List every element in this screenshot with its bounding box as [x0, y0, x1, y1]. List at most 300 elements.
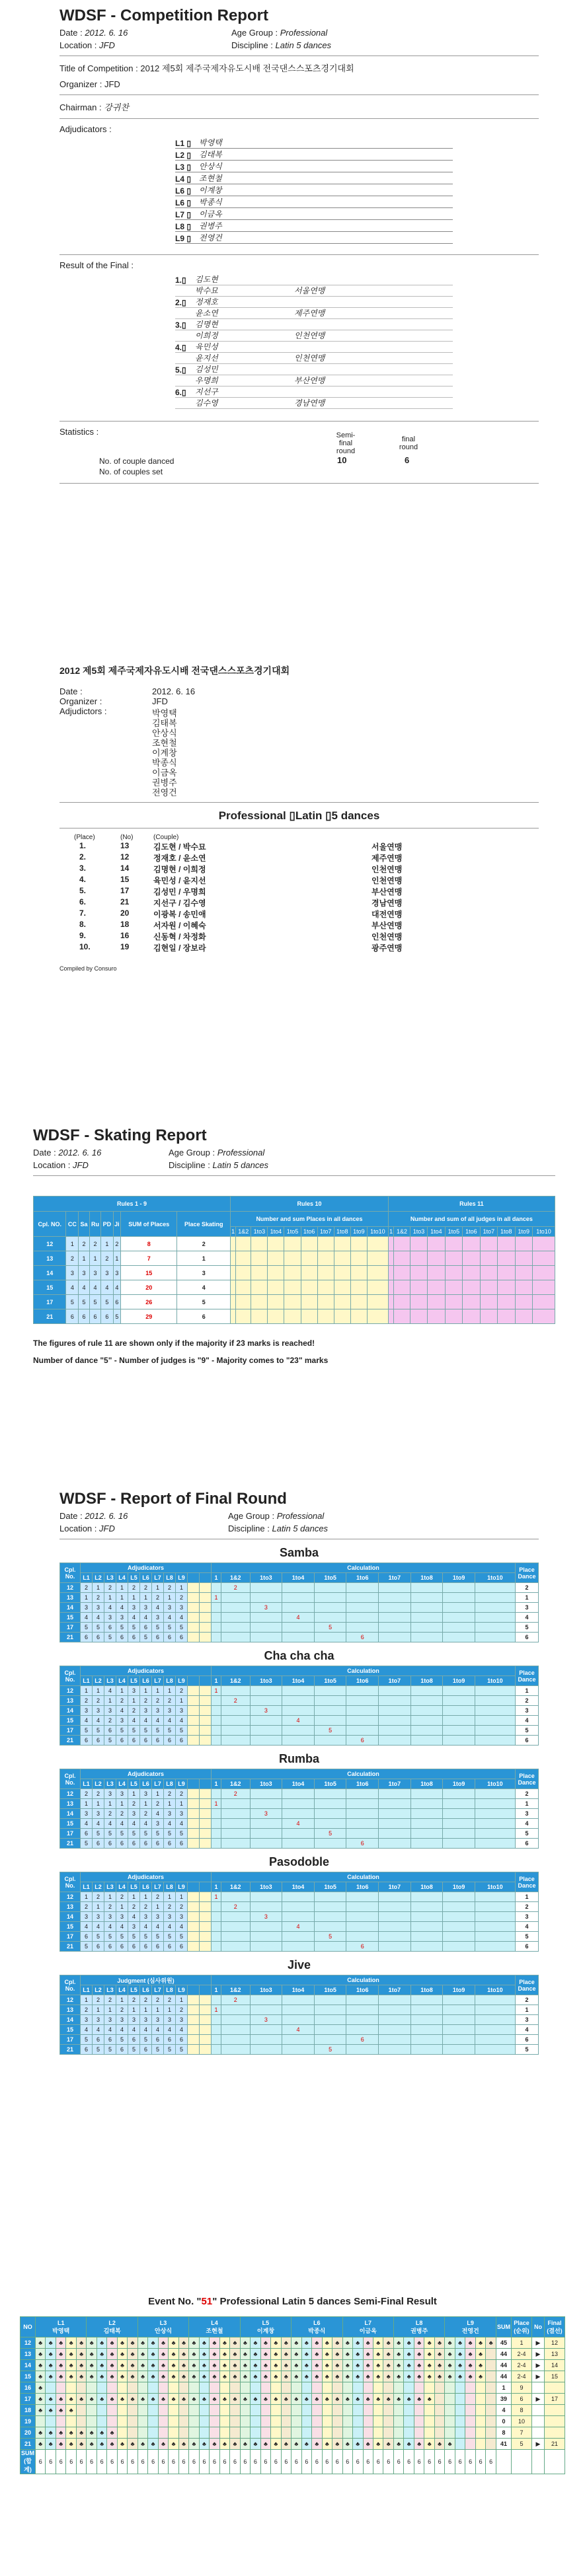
- mark-cell: ♣: [414, 2360, 424, 2371]
- judge-mark: 3: [81, 1603, 93, 1613]
- mark-cell: ♣: [169, 2394, 178, 2405]
- semi-place: 2-4: [512, 2371, 532, 2382]
- calc-cell: [443, 1892, 475, 1902]
- mark-cell: ♣: [240, 2439, 250, 2450]
- footer-cell: 6: [465, 2450, 475, 2474]
- adjudicator-name: 권병주: [199, 221, 222, 231]
- calc-cell: [221, 1829, 250, 1839]
- judge-name: 안상식: [155, 2327, 173, 2334]
- mark-cell: ♣: [322, 2439, 332, 2450]
- summary-adjudicator: 박영택: [152, 708, 177, 718]
- mark-cell: ♣: [455, 2371, 465, 2382]
- judge-mark: 1: [93, 1799, 104, 1809]
- judge-mark: 1: [116, 1902, 128, 1912]
- dance-place: 4: [66, 1280, 79, 1295]
- dance-row: [60, 2045, 539, 2055]
- chairman-row: [59, 100, 539, 113]
- judge-mark: 2: [93, 1696, 104, 1706]
- header-blank: [188, 1676, 200, 1686]
- mark-cell: ♣: [332, 2349, 342, 2360]
- mark-cell: [76, 2405, 86, 2416]
- cpl-no: 12: [60, 1892, 81, 1902]
- judge-mark: 1: [116, 1583, 128, 1593]
- rule11-cell: [463, 1266, 480, 1280]
- calc-cell: [475, 1593, 515, 1603]
- calc-cell: 5: [314, 2045, 346, 2055]
- final-dance-tables: [59, 1546, 539, 2055]
- calc-cell: [475, 1942, 515, 1952]
- chairman-label: Chairman :: [59, 102, 102, 112]
- judge-mark: 4: [116, 2025, 128, 2035]
- mark-cell: ♣: [137, 2394, 147, 2405]
- skating-age-value: Professional: [217, 1148, 265, 1158]
- header-calc: 1to5: [314, 1676, 346, 1686]
- mark-cell: ♣: [199, 2394, 209, 2405]
- cpl-no: 14: [60, 1603, 81, 1613]
- mark-cell: [465, 2394, 475, 2405]
- mark-cell: ♣: [445, 2439, 455, 2450]
- summary-couple: 신동혁 / 차정화: [153, 932, 206, 941]
- blank-cell: [188, 1603, 200, 1613]
- footer-cell: 6: [393, 2450, 403, 2474]
- mark-cell: [128, 2405, 137, 2416]
- adjudicator-row: [175, 161, 453, 172]
- header-subcol: 1to8: [498, 1227, 515, 1237]
- calc-cell: [410, 1726, 443, 1736]
- header-blank: [188, 1779, 200, 1789]
- mark-cell: [240, 2427, 250, 2439]
- dance-row: [60, 1603, 539, 1613]
- mark-cell: ♣: [260, 2439, 270, 2450]
- calc-cell: [410, 1613, 443, 1623]
- dance-place: 1: [113, 1251, 121, 1266]
- calc-cell: [212, 2015, 221, 2025]
- rule11-cell: [388, 1237, 394, 1251]
- mark-cell: ♣: [66, 2349, 76, 2360]
- judge-mark: 2: [176, 1789, 188, 1799]
- calc-cell: [314, 1686, 346, 1696]
- header-subcol: 1to6: [463, 1227, 480, 1237]
- mark-cell: ♣: [342, 2371, 352, 2382]
- cpl-no: 13: [60, 1799, 81, 1809]
- mark-cell: ♣: [465, 2360, 475, 2371]
- calc-cell: [379, 1912, 411, 1922]
- mark-cell: ♣: [383, 2371, 393, 2382]
- calc-cell: [410, 2025, 443, 2035]
- mark-cell: ♣: [475, 2349, 485, 2360]
- header-judge: L8: [164, 1573, 176, 1583]
- calc-cell: [475, 2045, 515, 2055]
- final-result-row: [175, 308, 453, 319]
- mark-cell: [292, 2382, 301, 2394]
- mark-cell: [281, 2416, 291, 2427]
- judge-mark: 3: [140, 2015, 152, 2025]
- mark-cell: [332, 2427, 342, 2439]
- place-skating: 6: [177, 1309, 231, 1324]
- calc-cell: [410, 1839, 443, 1849]
- judge-mark: 2: [104, 1902, 116, 1912]
- calc-cell: [475, 1799, 515, 1809]
- dance-place: 5: [66, 1295, 79, 1309]
- dance-place: 3: [66, 1266, 79, 1280]
- header-judge: L8: [164, 1676, 176, 1686]
- semi-arrow: ▶: [532, 2371, 545, 2382]
- place-dance: 5: [516, 1623, 539, 1633]
- header-calculation: Calculation: [212, 1666, 516, 1676]
- calc-cell: [443, 1696, 475, 1706]
- calc-cell: [212, 1819, 221, 1829]
- mark-cell: [383, 2416, 393, 2427]
- calc-cell: [250, 1736, 282, 1746]
- divider: [59, 483, 539, 484]
- header-judge: [87, 2317, 137, 2337]
- mark-cell: [137, 2382, 147, 2394]
- judge-mark: 4: [176, 1716, 188, 1726]
- judge-mark: 2: [140, 1583, 152, 1593]
- mark-cell: [189, 2416, 199, 2427]
- mark-cell: [373, 2405, 383, 2416]
- dance-subheader-row: [60, 1985, 539, 1995]
- sum-places: 8: [121, 1237, 177, 1251]
- judge-mark: 5: [164, 1623, 176, 1633]
- calc-cell: [250, 1829, 282, 1839]
- judge-mark: 3: [93, 1603, 104, 1613]
- adjudicator-code: L9 ▯: [175, 234, 191, 243]
- mark-cell: ♣: [475, 2360, 485, 2371]
- judge-mark: 3: [93, 1706, 104, 1716]
- mark-cell: [178, 2427, 188, 2439]
- semi-sum: 1: [496, 2382, 512, 2394]
- judge-mark: 5: [81, 2035, 93, 2045]
- adjudicator-name: 박종식: [199, 198, 222, 207]
- dance-title: Jive: [287, 1958, 311, 1971]
- judge-mark: 1: [176, 1799, 188, 1809]
- mark-cell: ♣: [424, 2360, 434, 2371]
- footer-cell: 6: [128, 2450, 137, 2474]
- judge-mark: 3: [164, 1706, 176, 1716]
- header-judge: L6: [140, 1882, 152, 1892]
- judge-mark: 2: [93, 1995, 104, 2005]
- rule10-cell: [350, 1280, 367, 1295]
- header-judge: L2: [93, 1985, 104, 1995]
- header-dance: CC: [66, 1212, 79, 1237]
- footer-label: SUM (합계): [21, 2450, 34, 2473]
- mark-cell: [189, 2382, 199, 2394]
- header-calc: 1&2: [221, 1985, 250, 1995]
- mark-cell: ♣: [271, 2394, 281, 2405]
- judge-name: 조현철: [206, 2327, 223, 2334]
- rule10-cell: [251, 1251, 268, 1266]
- mark-cell: [322, 2416, 332, 2427]
- dance-table: [59, 1563, 539, 1642]
- judge-mark: 5: [128, 2045, 140, 2055]
- rule10-cell: [268, 1309, 284, 1324]
- judge-mark: 5: [140, 1726, 152, 1736]
- calc-cell: [221, 1839, 250, 1849]
- judge-mark: 5: [104, 1736, 116, 1746]
- judge-mark: 4: [176, 1613, 188, 1623]
- judge-mark: 1: [164, 2005, 176, 2015]
- mark-cell: ♣: [465, 2371, 475, 2382]
- calc-cell: [379, 1593, 411, 1603]
- mark-cell: ♣: [46, 2439, 56, 2450]
- mark-cell: [76, 2382, 86, 2394]
- calc-cell: [212, 1736, 221, 1746]
- mark-cell: [271, 2416, 281, 2427]
- header-judge: L9: [176, 1985, 188, 1995]
- cpl-no: 13: [20, 2349, 36, 2360]
- mark-cell: [56, 2382, 65, 2394]
- judge-mark: 5: [164, 1829, 176, 1839]
- adjudicator-row: [175, 232, 453, 244]
- calc-cell: [346, 1696, 379, 1706]
- calc-cell: [379, 2045, 411, 2055]
- final-result-row: [175, 342, 453, 353]
- dance-title: Rumba: [278, 1752, 319, 1765]
- header-num-11: Number and sum of all judges in all dances: [388, 1212, 555, 1227]
- mark-cell: ♣: [455, 2349, 465, 2360]
- mark-cell: [260, 2416, 270, 2427]
- blank-cell: [188, 1613, 200, 1623]
- summary-club: 인천연맹: [371, 932, 403, 941]
- mark-cell: ♣: [56, 2360, 65, 2371]
- judge-mark: 5: [152, 1829, 164, 1839]
- mark-cell: [393, 2416, 403, 2427]
- mark-cell: ♣: [219, 2337, 229, 2349]
- calc-cell: 4: [282, 1613, 315, 1623]
- mark-cell: [404, 2427, 414, 2439]
- mark-cell: ♣: [107, 2337, 117, 2349]
- judge-mark: 4: [152, 1716, 164, 1726]
- semi-arrow: ▶: [532, 2349, 545, 2360]
- dance-table: [59, 1769, 539, 1849]
- mark-cell: ♣: [87, 2394, 97, 2405]
- calc-cell: [410, 1892, 443, 1902]
- calc-cell: 1: [212, 1686, 221, 1696]
- mark-cell: ♣: [414, 2371, 424, 2382]
- calc-cell: 2: [221, 1583, 250, 1593]
- summary-adjudicator: 이계창: [152, 748, 177, 758]
- mark-cell: [240, 2405, 250, 2416]
- mark-cell: ♣: [107, 2394, 117, 2405]
- calc-cell: 3: [250, 1603, 282, 1613]
- mark-cell: ♣: [219, 2360, 229, 2371]
- judge-mark: 6: [164, 1942, 176, 1952]
- judge-mark: 5: [104, 2045, 116, 2055]
- dance-place: 4: [101, 1280, 113, 1295]
- mark-cell: ♣: [424, 2349, 434, 2360]
- semi-row: [20, 2439, 565, 2450]
- rule10-cell: [317, 1295, 334, 1309]
- header-calc: 1to10: [475, 1676, 515, 1686]
- calc-cell: [475, 1912, 515, 1922]
- rule10-cell: [301, 1251, 317, 1266]
- footer-cell: 6: [107, 2450, 117, 2474]
- rule10-cell: [251, 1280, 268, 1295]
- mark-cell: ♣: [66, 2439, 76, 2450]
- cpl-no: 17: [60, 1623, 81, 1633]
- rule11-cell: [394, 1237, 410, 1251]
- judge-mark: 6: [164, 1839, 176, 1849]
- mark-cell: ♣: [36, 2360, 46, 2371]
- header-calc: 1to7: [379, 1779, 411, 1789]
- judge-name: 박종식: [308, 2327, 326, 2334]
- footer-cell: 6: [251, 2450, 260, 2474]
- judge-mark: 3: [152, 1912, 164, 1922]
- judge-mark: 4: [104, 2025, 116, 2035]
- header-calculation: Calculation: [212, 1872, 516, 1882]
- dance-place: 5: [101, 1295, 113, 1309]
- result-club: 경남연맹: [294, 398, 325, 408]
- calc-cell: [282, 1706, 315, 1716]
- mark-cell: ♣: [76, 2349, 86, 2360]
- summary-no: 19: [120, 942, 130, 951]
- dance-place: 4: [79, 1280, 89, 1295]
- report-title: WDSF - Competition Report: [59, 7, 268, 24]
- adjudicator-name: 안상식: [199, 162, 222, 171]
- calc-cell: [410, 2035, 443, 2045]
- rule10-cell: [251, 1309, 268, 1324]
- place-dance: 3: [516, 1809, 539, 1819]
- mark-cell: ♣: [56, 2405, 65, 2416]
- mark-cell: ♣: [36, 2427, 46, 2439]
- final-result-row: [175, 398, 453, 409]
- header-adjudicators: Judgment (심사위원): [81, 1975, 212, 1985]
- place-dance: 6: [516, 1942, 539, 1952]
- place-dance: 1: [516, 1686, 539, 1696]
- mark-cell: ♣: [281, 2439, 291, 2450]
- judge-mark: 1: [164, 1686, 176, 1696]
- rule11-cell: [410, 1237, 427, 1251]
- adjudicator-name: 이금옥: [199, 209, 222, 219]
- dance-row: [60, 1932, 539, 1942]
- summary-no: 14: [120, 864, 130, 873]
- judge-mark: 3: [81, 1912, 93, 1922]
- calc-cell: [221, 2025, 250, 2035]
- judge-mark: 2: [128, 1902, 140, 1912]
- calc-cell: [346, 1726, 379, 1736]
- cpl-no: 15: [34, 1280, 66, 1295]
- judge-mark: 6: [81, 1932, 93, 1942]
- rule10-cell: [268, 1251, 284, 1266]
- final-discipline-value: Latin 5 dances: [272, 1524, 329, 1533]
- blank-cell: [200, 1706, 212, 1716]
- judge-mark: 5: [93, 1932, 104, 1942]
- mark-cell: [219, 2427, 229, 2439]
- judge-mark: 6: [93, 2035, 104, 2045]
- mark-cell: [486, 2371, 496, 2382]
- judge-mark: 3: [93, 2015, 104, 2025]
- semi-row: [20, 2416, 565, 2427]
- judge-mark: 1: [104, 1892, 116, 1902]
- judge-mark: 5: [104, 1932, 116, 1942]
- blank-cell: [188, 2025, 200, 2035]
- calc-cell: [443, 2025, 475, 2035]
- header-judge: [292, 2317, 342, 2337]
- dance-table: [59, 1975, 539, 2055]
- mark-cell: [148, 2416, 158, 2427]
- calc-cell: [443, 1603, 475, 1613]
- mark-cell: [434, 2382, 444, 2394]
- mark-cell: ♣: [199, 2360, 209, 2371]
- judge-mark: 4: [81, 2025, 93, 2035]
- final-round-report: [59, 1490, 539, 2055]
- semi-row: [20, 2382, 565, 2394]
- blank-cell: [200, 1995, 212, 2005]
- rule10-cell: [236, 1237, 251, 1251]
- dance-place: 1: [89, 1251, 101, 1266]
- semi-row: [20, 2337, 565, 2349]
- rule11-cell: [480, 1237, 497, 1251]
- header-calculation: Calculation: [212, 1975, 516, 1985]
- judge-mark: 5: [128, 1829, 140, 1839]
- mark-cell: [210, 2405, 219, 2416]
- dance-row: [60, 1892, 539, 1902]
- calc-cell: [314, 1583, 346, 1593]
- footer-cell: 6: [240, 2450, 250, 2474]
- rule10-cell: [236, 1280, 251, 1295]
- mark-cell: ♣: [169, 2337, 178, 2349]
- mark-cell: ♣: [312, 2349, 322, 2360]
- divider: [59, 55, 539, 56]
- mark-cell: ♣: [393, 2337, 403, 2349]
- calc-cell: 4: [282, 2025, 315, 2035]
- col-couple: (Couple): [153, 834, 179, 841]
- header-adjudicators: Adjudicators: [81, 1769, 212, 1779]
- place-skating: 3: [177, 1266, 231, 1280]
- mark-cell: ♣: [230, 2371, 240, 2382]
- header-judge: [240, 2317, 291, 2337]
- calc-cell: [212, 1716, 221, 1726]
- mark-cell: ♣: [199, 2349, 209, 2360]
- mark-cell: ♣: [404, 2394, 414, 2405]
- calc-cell: [379, 1932, 411, 1942]
- mark-cell: ♣: [36, 2405, 46, 2416]
- header-judge: L9: [176, 1676, 188, 1686]
- judge-mark: 4: [128, 1819, 140, 1829]
- stats-row-danced: No. of couple danced: [99, 457, 175, 466]
- date-value: 2012. 6. 16: [85, 28, 128, 38]
- header-calc: 1to3: [250, 1985, 282, 1995]
- summary-no: 21: [120, 897, 130, 906]
- header-judge: [393, 2317, 444, 2337]
- cpl-no: 13: [60, 1902, 81, 1912]
- mark-cell: ♣: [148, 2439, 158, 2450]
- judge-mark: 1: [128, 1892, 140, 1902]
- rule11-cell: [394, 1309, 410, 1324]
- header-blank: [200, 1882, 212, 1892]
- blank-cell: [200, 1942, 212, 1952]
- header-calc: 1to5: [314, 1779, 346, 1789]
- header-judge: L5: [128, 1573, 140, 1583]
- blank-cell: [188, 1912, 200, 1922]
- mark-cell: [128, 2382, 137, 2394]
- judge-mark: 1: [176, 1995, 188, 2005]
- mark-cell: ♣: [87, 2427, 97, 2439]
- judge-mark: 1: [176, 1892, 188, 1902]
- header-judge: L5: [128, 1882, 140, 1892]
- mark-cell: [475, 2439, 485, 2450]
- calc-cell: [221, 1686, 250, 1696]
- judge-mark: 6: [116, 1633, 128, 1642]
- stats-final-value: 6: [405, 455, 410, 465]
- mark-cell: [36, 2416, 46, 2427]
- calc-cell: [443, 1902, 475, 1912]
- calc-cell: [221, 1613, 250, 1623]
- calc-cell: 6: [346, 1736, 379, 1746]
- blank-cell: [200, 1633, 212, 1642]
- mark-cell: ♣: [97, 2349, 106, 2360]
